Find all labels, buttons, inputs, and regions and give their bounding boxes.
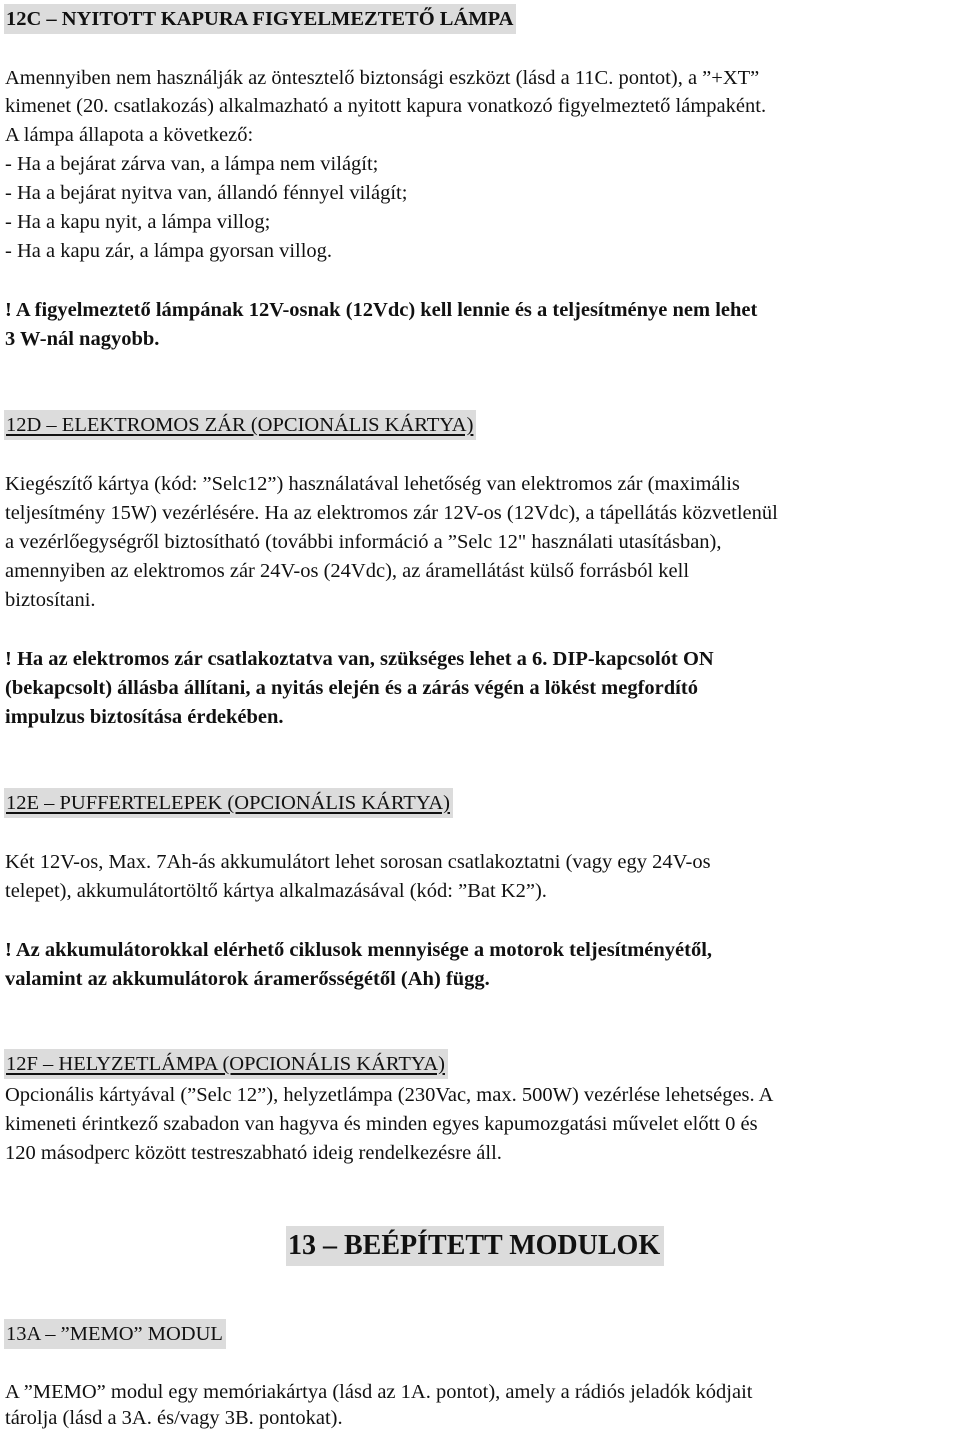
text-line: a vezérlőegységről biztosítható (további információ a ”Selc 12" használati utasításban), — [5, 531, 722, 553]
text-line: amennyiben az elektromos zár 24V-os (24Vdc), az áramellátást külső forrásból kell — [5, 560, 690, 582]
text-line: Kiegészítő kártya (kód: ”Selc12”) használatával lehetőség van elektromos zár (maximális — [5, 473, 740, 495]
text-line: biztosítani. — [5, 589, 96, 611]
warning-line: valamint az akkumulátorok áramerősségétől (Ah) függ. — [5, 968, 490, 990]
text-line: - Ha a kapu nyit, a lámpa villog; — [5, 211, 271, 233]
heading-12e: 12E – PUFFERTELEPEK (OPCIONÁLIS KÁRTYA) — [4, 788, 453, 818]
text-line: Amennyiben nem használják az öntesztelő biztonsági eszközt (lásd a 11C. pontot), a ”+XT” — [5, 67, 760, 89]
text-line: kimenet (20. csatlakozás) alkalmazható a nyitott kapura vonatkozó figyelmeztető lámpaként. — [5, 95, 767, 117]
warning-line: 3 W-nál nagyobb. — [5, 328, 160, 350]
warning-line: ! Ha az elektromos zár csatlakoztatva van, szükséges lehet a 6. DIP-kapcsolót ON — [5, 648, 714, 670]
heading-12d: 12D – ELEKTROMOS ZÁR (OPCIONÁLIS KÁRTYA) — [4, 410, 476, 440]
text-line: 120 másodperc között testreszabható ideig rendelkezésre áll. — [5, 1142, 502, 1164]
text-line: Opcionális kártyával (”Selc 12”), helyzetlámpa (230Vac, max. 500W) vezérlése lehetséges. A — [5, 1084, 774, 1106]
warning-line: ! Az akkumulátorokkal elérhető ciklusok mennyisége a motorok teljesítményétől, — [5, 939, 713, 961]
text-line: - Ha a bejárat zárva van, a lámpa nem világít; — [5, 153, 379, 175]
warning-line: impulzus biztosítása érdekében. — [5, 706, 284, 728]
heading-12c: 12C – NYITOTT KAPURA FIGYELMEZTETŐ LÁMPA — [4, 4, 516, 34]
text-line: A ”MEMO” modul egy memóriakártya (lásd az 1A. pontot), amely a rádiós jeladók kódjait — [5, 1381, 753, 1403]
heading-12f: 12F – HELYZETLÁMPA (OPCIONÁLIS KÁRTYA) — [4, 1049, 448, 1079]
warning-line: ! A figyelmeztető lámpának 12V-osnak (12Vdc) kell lennie és a teljesítménye nem lehet — [5, 299, 758, 321]
warning-line: (bekapcsolt) állásba állítani, a nyitás elején és a zárás végén a lökést megfordító — [5, 677, 698, 699]
text-line: tárolja (lásd a 3A. és/vagy 3B. pontokat). — [5, 1407, 343, 1429]
text-line: Két 12V-os, Max. 7Ah-ás akkumulátort lehet sorosan csatlakoztatni (vagy egy 24V-os — [5, 851, 711, 873]
text-line: teljesítmény 15W) vezérlésére. Ha az elektromos zár 12V-os (12Vdc), a tápellátás közvetlenül — [5, 502, 778, 524]
text-line: - Ha a bejárat nyitva van, állandó fénnyel világít; — [5, 182, 408, 204]
heading-13a: 13A – ”MEMO” MODUL — [4, 1319, 226, 1349]
text-line: A lámpa állapota a következő: — [5, 124, 254, 146]
text-line: - Ha a kapu zár, a lámpa gyorsan villog. — [5, 240, 333, 262]
text-line: kimeneti érintkező szabadon van hagyva és minden egyes kapumozgatási művelet előtt 0 és — [5, 1113, 758, 1135]
text-line: telepet), akkumulátortöltő kártya alkalmazásával (kód: ”Bat K2”). — [5, 880, 547, 902]
heading-13: 13 – BEÉPÍTETT MODULOK — [286, 1226, 664, 1266]
